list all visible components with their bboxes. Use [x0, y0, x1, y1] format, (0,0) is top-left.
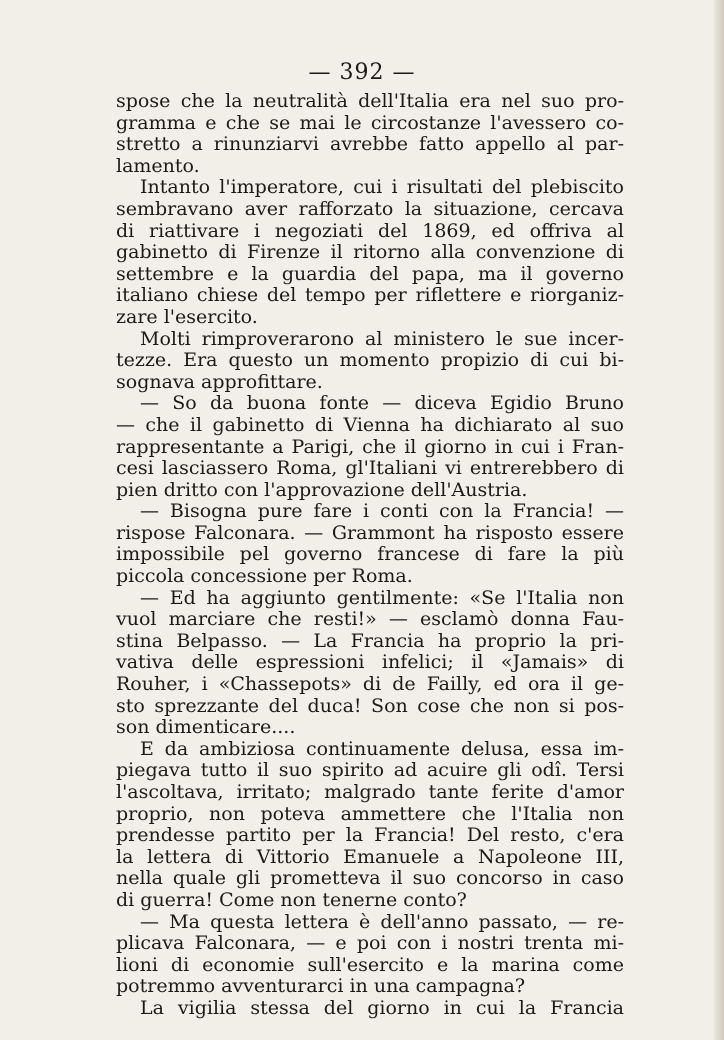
text-line: La vigilia stessa del giorno in cui la Francia: [140, 996, 624, 1019]
body-text: [116, 91, 624, 1020]
text-line: E da ambiziosa continuamente delusa, essa im-: [140, 737, 624, 760]
text-line: sognava approfittare.: [116, 370, 323, 393]
text-line: — Ed ha aggiunto gentilmente: «Se l'Italia non: [140, 586, 624, 609]
text-line: nella quale gli prometteva il suo concorso in caso: [116, 867, 624, 890]
page-edge-shadow: [714, 0, 724, 1040]
text-line: la lettera di Vittorio Emanuele a Napoleone III,: [116, 845, 624, 868]
text-line: di riattivare i negoziati del 1869, ed offriva al: [116, 219, 624, 242]
text-line: — Bisogna pure fare i conti con la Francia! —: [140, 500, 624, 523]
text-line: l'ascoltava, irritato; malgrado tante ferite d'amor: [116, 781, 624, 803]
text-line: rispose Falconara. — Grammont ha risposto essere: [116, 521, 624, 544]
text-line: tezze. Era questo un momento propizio di cui bi-: [116, 349, 624, 372]
text-line: gramma e che se mai le circostanze l'avessero co-: [116, 111, 624, 134]
text-line: vuol marciare che resti!» — esclamò donna Fau-: [116, 608, 624, 631]
text-line: vativa delle espressioni infelici; il «Jamais» di: [116, 651, 624, 674]
text-line: potremmo avventurarci in una campagna?: [116, 975, 526, 998]
text-line: rappresentante a Parigi, che il giorno in cui i Fran-: [116, 435, 624, 458]
text-line: sembravano aver rafforzato la situazione, cercava: [116, 197, 624, 220]
text-line: lioni di economie sull'esercito e la marina come: [116, 953, 624, 976]
text-line: sposе che la neutralità dell'Italia era nel suo pro-: [116, 90, 624, 112]
text-line: — che il gabinetto di Vienna ha dichiarato al suo: [116, 413, 624, 436]
text-line: — Ma questa lettera è dell'anno passato, — re-: [140, 910, 624, 933]
text-line: di guerra! Come non tenerne conto?: [116, 888, 467, 911]
text-line: proprio, non poteva ammettere che l'Italia non: [116, 802, 624, 825]
text-line: pien dritto con l'approvazione dell'Austria.: [116, 478, 528, 501]
text-line: prendesse partito per la Francia! Del resto, c'era: [116, 824, 624, 847]
text-line: stretto a rinunziarvi avrebbe fatto appello al par-: [116, 133, 624, 156]
text-line: impossibile pel governo francese di fare la più: [116, 543, 624, 566]
text-line: zare l'esercito.: [116, 305, 258, 328]
text-line: italiano chiese del tempo per riflettere e riorganiz-: [116, 284, 624, 307]
text-line: Intanto l'imperatore, cui i risultati del plebiscito: [140, 176, 624, 199]
text-line: sto sprezzante del duca! Son cose che non si pos-: [116, 694, 624, 717]
text-line: plicava Falconara, — e poi con i nostri trenta mi-: [116, 932, 624, 955]
text-line: Rouher, i «Chassepots» di de Failly, ed ora il ge-: [116, 673, 624, 696]
text-line: gabinetto di Firenze il ritorno alla convenzione di: [116, 241, 624, 264]
text-line: cesi lasciassero Roma, gl'Italiani vi entrerebbero di: [116, 457, 624, 480]
text-line: piccola concessione per Roma.: [116, 565, 413, 588]
text-line: piegava tutto il suo spirito ad acuire gli odî. Tersi: [116, 759, 624, 782]
text-line: son dimenticare....: [116, 716, 296, 739]
text-line: lamento.: [116, 154, 200, 177]
page-number: — 392 —: [308, 60, 416, 85]
text-line: settembre e la guardia del papa, ma il governo: [116, 262, 624, 285]
text-line: stina Belpasso. — La Francia ha proprio la pri-: [116, 629, 624, 652]
text-line: — So da buona fonte — diceva Egidio Bruno: [140, 392, 624, 415]
text-line: Molti rimproverarono al ministero le sue incer-: [140, 327, 624, 350]
